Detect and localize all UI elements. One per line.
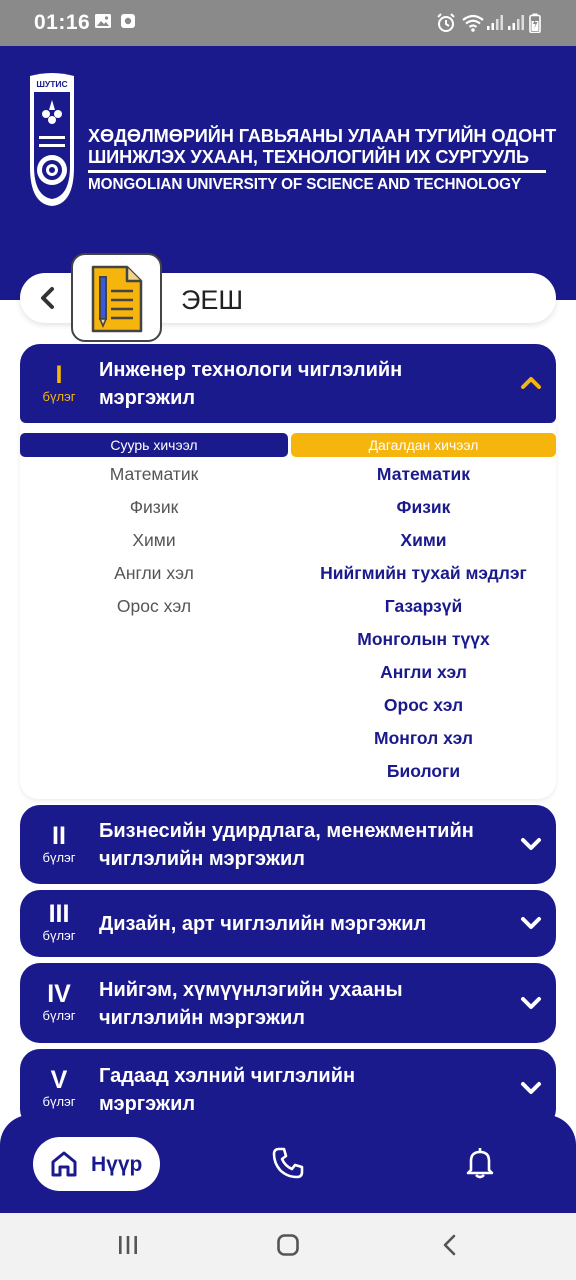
group-3-title: Дизайн, арт чиглэлийн мэргэжил (99, 913, 427, 935)
university-name-english: MONGOLIAN UNIVERSITY OF SCIENCE AND TECHNOLOGY (88, 176, 522, 193)
home-button-icon[interactable] (276, 1233, 300, 1257)
signal-icon (486, 13, 504, 31)
phone-icon[interactable] (271, 1146, 305, 1180)
wifi-icon (461, 13, 485, 33)
core-subject-item: Хими (132, 530, 176, 550)
group-3-label: бүлэг (42, 928, 76, 943)
core-subject-item: Физик (129, 497, 179, 517)
group-3-number (20, 901, 98, 943)
notification-app-icon (120, 13, 136, 29)
elective-subject-item: Физик (396, 497, 451, 517)
group-3-roman: III (48, 900, 70, 928)
group-1-label: бүлэг (42, 389, 76, 404)
group-4-title: Нийгэм, хүмүүнлэгийн ухааны чиглэлийн мэргэжил (99, 979, 403, 1029)
group-2-roman: II (52, 822, 66, 850)
group-4-label: бүлэг (42, 1008, 76, 1023)
core-subject-item: Орос хэл (116, 596, 192, 616)
core-subjects-header[interactable]: Суурь хичээл (20, 433, 288, 457)
core-subject-item: Математик (109, 464, 199, 484)
group-4-roman: IV (47, 980, 71, 1008)
group-1-subjects-panel (20, 423, 556, 799)
core-subjects-list (20, 463, 288, 628)
group-1-number (20, 362, 98, 404)
group-1-roman: I (55, 361, 63, 389)
back-icon[interactable] (440, 1233, 460, 1257)
elective-subject-item: Биологи (386, 761, 461, 781)
elective-subject-item: Монголын түүх (357, 629, 490, 649)
elective-subject-item: Хими (400, 530, 447, 550)
elective-subject-item: Нийгмийн тухай мэдлэг (320, 563, 527, 583)
elective-subject-item: Англи хэл (380, 662, 467, 682)
signal-icon (507, 13, 525, 31)
chevron-down-icon[interactable] (520, 833, 542, 855)
elective-subject-item: Орос хэл (383, 695, 464, 715)
university-logo (27, 72, 77, 208)
page-title: ЭЕШ (181, 285, 244, 315)
group-4-header[interactable] (20, 963, 556, 1043)
header-divider (88, 170, 546, 173)
university-name (88, 126, 556, 194)
bottom-navigation (0, 1115, 576, 1213)
university-name-line1: ХӨДӨЛМӨРИЙН ГАВЬЯАНЫ УЛААН ТУГИЙН ОДОНТ (88, 126, 557, 146)
group-2-number (20, 823, 98, 865)
home-tab-label: Нүүр (91, 1153, 143, 1176)
elective-subjects-list (291, 463, 556, 793)
group-5-label: бүлэг (42, 1094, 76, 1109)
chevron-down-icon[interactable] (520, 912, 542, 934)
chevron-down-icon[interactable] (520, 992, 542, 1014)
group-5-roman: V (50, 1066, 68, 1094)
group-1-header[interactable] (20, 344, 556, 423)
bell-icon[interactable] (465, 1147, 495, 1179)
system-navigation-bar (0, 1213, 576, 1280)
group-2-label: бүлэг (42, 850, 76, 865)
home-tab[interactable] (33, 1137, 160, 1191)
battery-icon (529, 13, 541, 33)
status-time: 01:16 (34, 11, 91, 34)
logo-text: ШУТИС (36, 79, 68, 89)
status-bar (0, 0, 576, 46)
core-subject-item: Англи хэл (114, 563, 194, 583)
group-1-title: Инженер технологи чиглэлийн мэргэжил (99, 359, 403, 409)
elective-subjects-header[interactable]: Дагалдан хичээл (291, 433, 556, 457)
alarm-icon (436, 13, 456, 33)
gallery-icon (94, 13, 112, 29)
group-5-number (20, 1067, 98, 1109)
group-2-title: Бизнесийн удирдлага, менежментийн чиглэлийн мэргэжил (99, 820, 474, 870)
university-name-line2: ШИНЖЛЭХ УХААН, ТЕХНОЛОГИЙН ИХ СУРГУУЛЬ (88, 147, 529, 167)
group-4-number (20, 981, 98, 1023)
chevron-down-icon[interactable] (520, 1077, 542, 1099)
document-icon (71, 253, 162, 342)
elective-subject-item: Газарзүй (384, 596, 463, 616)
elective-subject-item: Монгол хэл (374, 728, 473, 748)
home-icon (49, 1150, 79, 1178)
chevron-up-icon[interactable] (520, 372, 542, 394)
chevron-left-icon[interactable] (34, 284, 62, 312)
group-5-title: Гадаад хэлний чиглэлийн мэргэжил (99, 1065, 356, 1115)
group-3-header[interactable] (20, 890, 556, 957)
elective-subject-item: Математик (376, 464, 471, 484)
group-2-header[interactable] (20, 805, 556, 884)
recent-apps-icon[interactable] (116, 1233, 140, 1257)
